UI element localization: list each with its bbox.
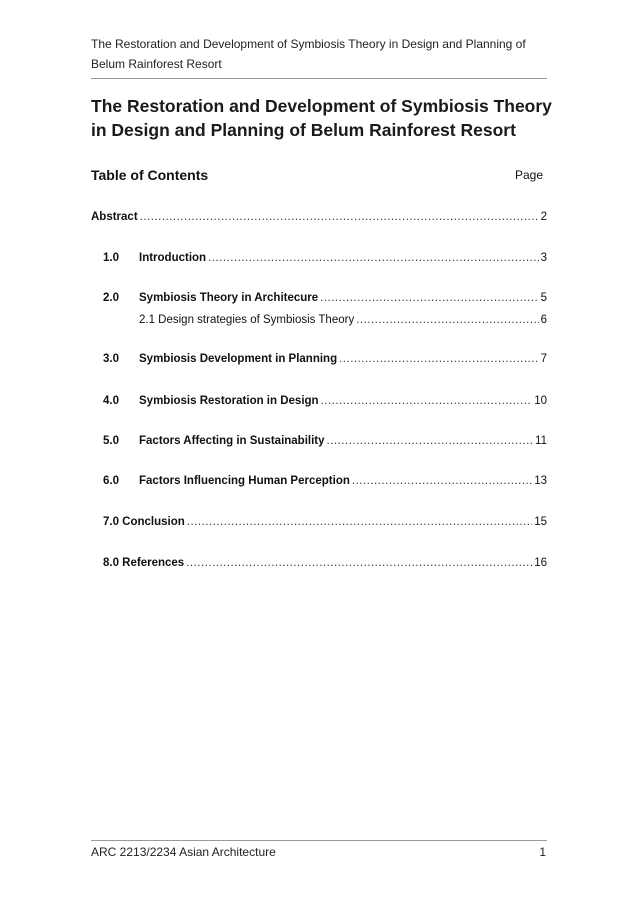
toc-entry-page: 7 bbox=[540, 353, 547, 365]
toc-entry-conclusion[interactable] bbox=[103, 516, 547, 528]
toc-entry-page: 16 bbox=[534, 557, 547, 569]
toc-entry-number: 5.0 bbox=[103, 435, 119, 447]
document-title: The Restoration and Development of Symbiosis Theory in Design and Planning of Belum Rainforest Resort bbox=[91, 96, 552, 140]
toc-entry-number: 4.0 bbox=[103, 395, 119, 407]
toc-entry-number: 3.0 bbox=[103, 353, 119, 365]
toc-entry-design-strategies[interactable] bbox=[139, 314, 547, 326]
toc-entry-page: 13 bbox=[534, 475, 547, 487]
toc-entry-restoration-design[interactable] bbox=[103, 395, 547, 407]
header-divider bbox=[91, 78, 547, 79]
toc-page-column-label: Page bbox=[515, 168, 544, 182]
toc-entry-page: 3 bbox=[540, 252, 547, 264]
running-header: The Restoration and Development of Symbiosis Theory in Design and Planning of Belum Rainforest Resort bbox=[91, 37, 526, 71]
toc-entry-page: 15 bbox=[534, 516, 547, 528]
toc-dot-leader bbox=[327, 435, 534, 447]
toc-entry-page: 6 bbox=[540, 314, 547, 326]
toc-entry-label: Introduction bbox=[139, 252, 207, 264]
toc-dot-leader bbox=[140, 211, 539, 223]
toc-entry-label: Factors Influencing Human Perception bbox=[139, 475, 350, 487]
toc-entry-development-planning[interactable] bbox=[103, 353, 547, 365]
toc-entry-number: 2.0 bbox=[103, 292, 119, 304]
footer-divider bbox=[91, 840, 547, 841]
toc-entry-page: 2 bbox=[540, 211, 547, 223]
toc-dot-leader bbox=[187, 516, 532, 528]
toc-dot-leader bbox=[320, 292, 538, 304]
toc-dot-leader bbox=[321, 395, 533, 407]
toc-entry-page: 11 bbox=[535, 435, 547, 447]
toc-entry-label: Abstract bbox=[91, 211, 138, 223]
toc-entry-label: 7.0 Conclusion bbox=[103, 516, 185, 528]
toc-entry-symbiosis-theory[interactable] bbox=[103, 292, 547, 304]
toc-entry-human-perception[interactable] bbox=[103, 475, 547, 487]
toc-entry-label: Symbiosis Theory in Architecure bbox=[139, 292, 319, 304]
toc-entry-page: 5 bbox=[540, 292, 547, 304]
toc-entry-references[interactable] bbox=[103, 557, 547, 569]
toc-entry-number: 6.0 bbox=[103, 475, 119, 487]
toc-dot-leader bbox=[208, 252, 539, 264]
toc-entry-label: Symbiosis Restoration in Design bbox=[139, 395, 319, 407]
toc-entry-sustainability[interactable] bbox=[103, 435, 547, 447]
toc-entry-label: 8.0 References bbox=[103, 557, 185, 569]
toc-entry-label: 2.1 Design strategies of Symbiosis Theory bbox=[139, 314, 355, 326]
toc-entry-number: 1.0 bbox=[103, 252, 119, 264]
toc-dot-leader bbox=[356, 314, 538, 326]
toc-entry-label: Symbiosis Development in Planning bbox=[139, 353, 338, 365]
toc-entry-abstract[interactable] bbox=[91, 211, 547, 223]
toc-entry-label: Factors Affecting in Sustainability bbox=[139, 435, 325, 447]
toc-entry-introduction[interactable] bbox=[103, 252, 547, 264]
toc-dot-leader bbox=[352, 475, 532, 487]
footer-course-code: ARC 2213/2234 Asian Architecture bbox=[91, 845, 276, 859]
toc-dot-leader bbox=[339, 353, 538, 365]
footer-page-number: 1 bbox=[539, 845, 546, 859]
toc-entry-page: 10 bbox=[534, 395, 547, 407]
toc-dot-leader bbox=[186, 557, 532, 569]
toc-heading: Table of Contents bbox=[91, 167, 209, 183]
